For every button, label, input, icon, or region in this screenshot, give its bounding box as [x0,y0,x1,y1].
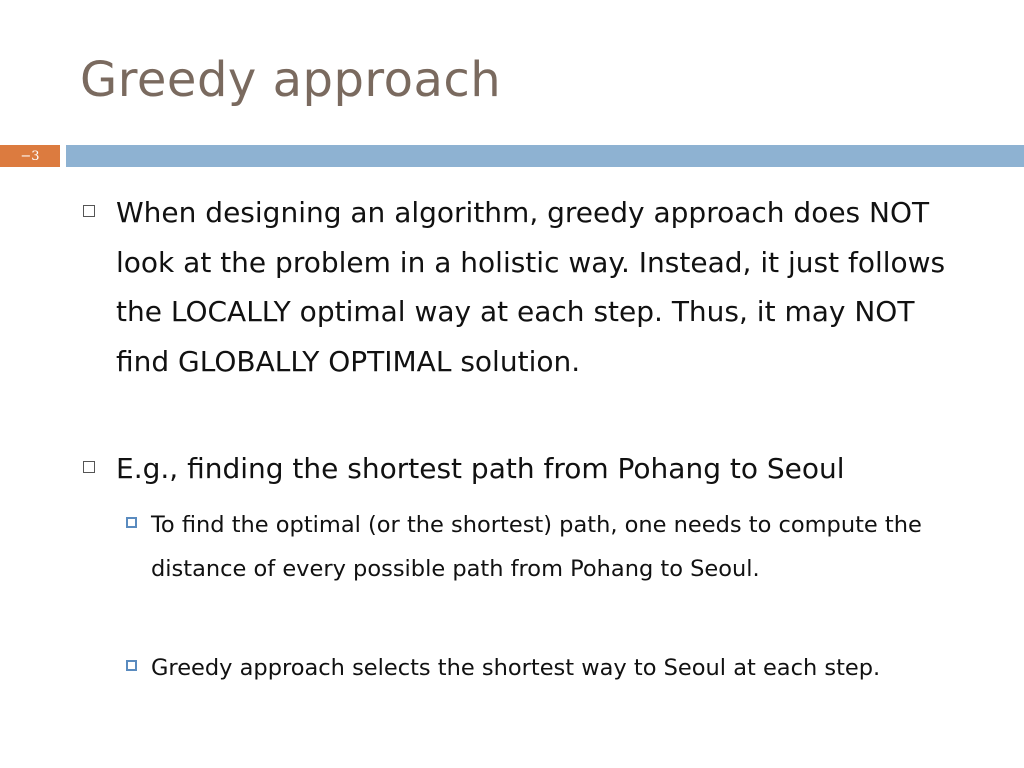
hollow-square-bullet-icon [83,205,95,217]
bullet-text: E.g., finding the shortest path from Pohang to Seoul [116,452,845,485]
sub-bullet-item [122,646,950,690]
blue-square-bullet-icon [126,517,137,528]
slide-number: −3 [20,148,40,164]
blue-square-bullet-icon [126,660,137,671]
slide-number-badge [0,145,60,167]
bullet-item [78,444,958,494]
sub-bullet-item [122,503,950,591]
bullet-text: When designing an algorithm, greedy approach does NOT look at the problem in a holistic way. Instead, it just follows the LOCALLY optimal way at each step. Thus, it may NOT find GLOBALLY OPTIMAL solution. [116,196,946,378]
sub-bullet-text: To find the optimal (or the shortest) path, one needs to compute the distance of every possible path from Pohang to Seoul. [151,512,922,582]
sub-bullet-text: Greedy approach selects the shortest way to Seoul at each step. [151,655,881,681]
title-underline-bar [66,145,1024,167]
bullet-item [78,188,958,386]
hollow-square-bullet-icon [83,461,95,473]
slide-title: Greedy approach [80,52,502,108]
